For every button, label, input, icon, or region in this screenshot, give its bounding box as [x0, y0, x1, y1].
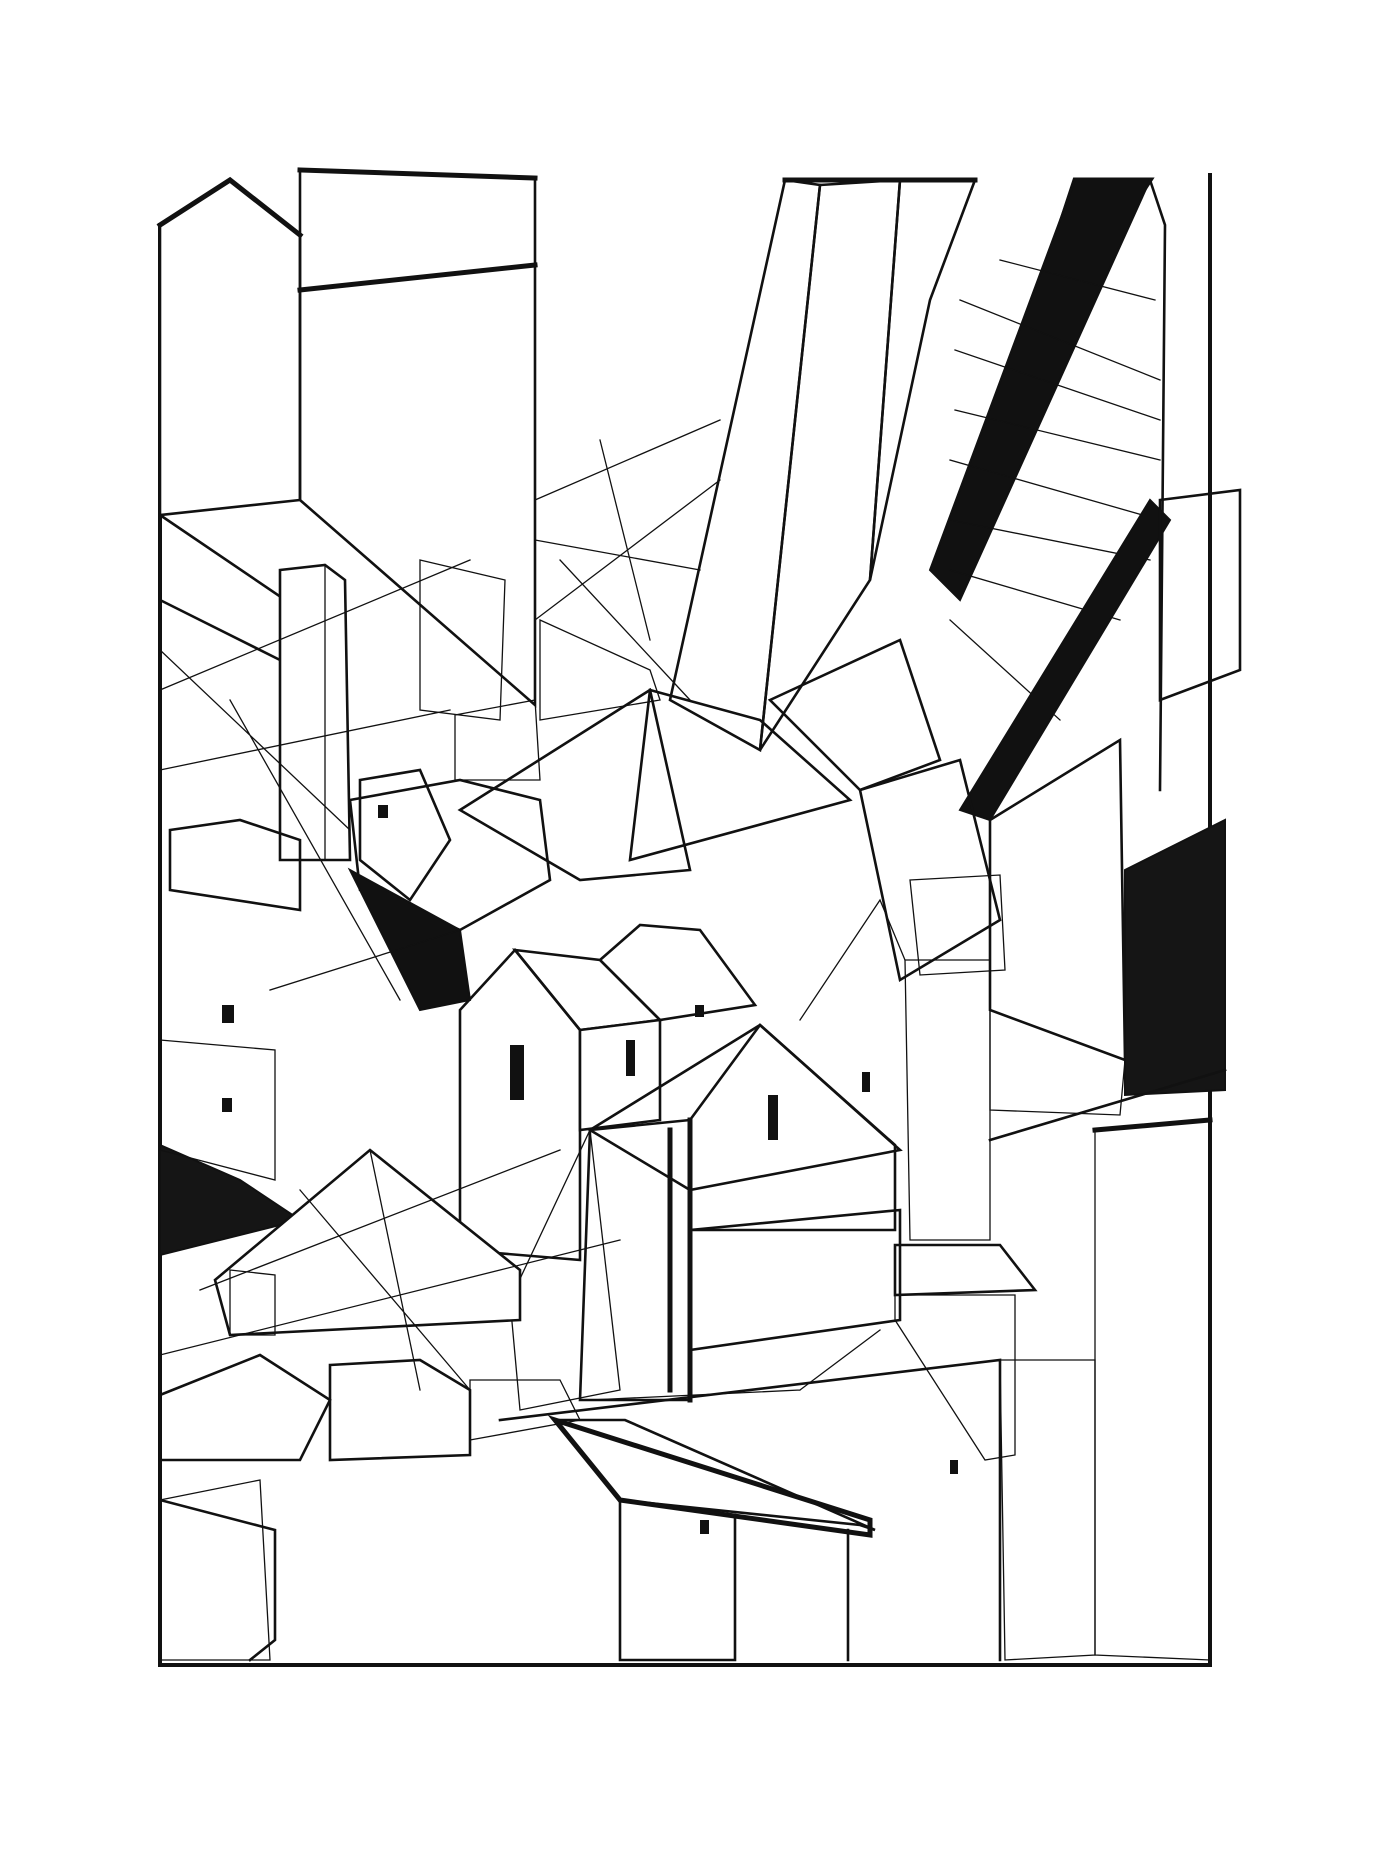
outer-frame [160, 175, 1210, 1665]
upper-left-block [160, 560, 550, 1010]
right-lattice [770, 180, 1170, 980]
lower-middle-stairs [555, 1420, 958, 1660]
lower-left-roofs [160, 1040, 620, 1660]
left-tower [160, 170, 535, 705]
lower-right-block [500, 1330, 1000, 1660]
